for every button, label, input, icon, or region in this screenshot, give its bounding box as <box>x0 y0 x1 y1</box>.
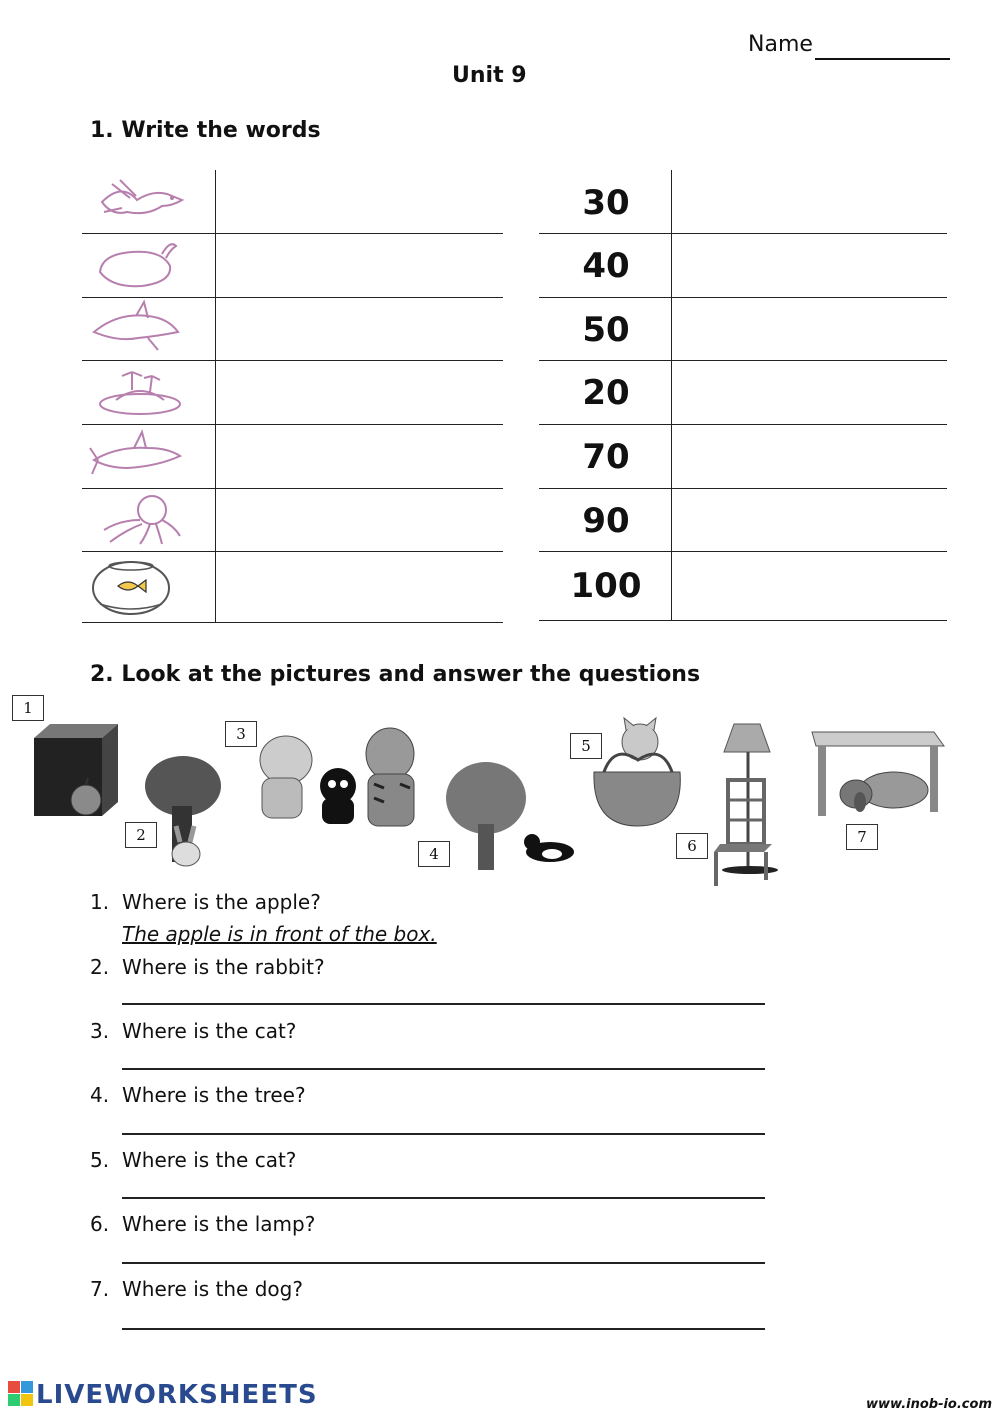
question-text: Where is the dog? <box>122 1277 303 1301</box>
section2-title: 2. Look at the pictures and answer the questions <box>90 662 701 687</box>
question-number: 2. <box>90 955 110 979</box>
table-divider <box>82 424 503 425</box>
number-cell: 70 <box>582 437 630 477</box>
table-divider <box>539 297 947 298</box>
question-item <box>90 1277 303 1301</box>
picture-label: 2 <box>125 822 157 848</box>
table-divider <box>539 551 947 552</box>
lamp-chair-picture <box>710 720 790 890</box>
picture-label: 3 <box>225 721 257 747</box>
name-field[interactable] <box>815 58 950 60</box>
number-cell: 40 <box>582 246 630 286</box>
answer-line[interactable] <box>122 1068 765 1070</box>
number-word-field[interactable] <box>674 172 946 232</box>
number-cell: 20 <box>582 373 630 413</box>
question-text: Where is the tree? <box>122 1083 306 1107</box>
picture-label: 7 <box>846 824 878 850</box>
liveworksheets-logo <box>8 1380 318 1410</box>
fishbowl-icon <box>88 556 174 618</box>
section1-title: 1. Write the words <box>90 118 321 143</box>
footer-url: www.inob-io.com <box>866 1397 992 1412</box>
page-title: Unit 9 <box>452 63 527 88</box>
table-divider <box>82 360 503 361</box>
table-divider <box>82 622 503 623</box>
question-number: 6. <box>90 1212 110 1236</box>
table-divider <box>539 488 947 489</box>
table-divider <box>82 233 503 234</box>
question-item <box>90 1148 296 1172</box>
number-cell: 30 <box>582 183 630 223</box>
answer-line[interactable] <box>122 1262 765 1264</box>
answer-line[interactable] <box>122 1133 765 1135</box>
question-text: Where is the lamp? <box>122 1212 316 1236</box>
word-answer-field[interactable] <box>218 172 502 232</box>
question-item <box>90 1212 315 1236</box>
picture-label: 5 <box>570 733 602 759</box>
table-divider <box>539 620 947 621</box>
picture-label: 4 <box>418 841 450 867</box>
question-item <box>90 890 321 914</box>
answer-line[interactable] <box>122 1003 765 1005</box>
table-divider <box>539 424 947 425</box>
question-item <box>90 1083 306 1107</box>
table-divider <box>82 551 503 552</box>
dog-cat-tiger-picture <box>250 714 420 832</box>
tree-cat-picture <box>440 758 590 874</box>
example-answer: The apple is in front of the box. <box>122 922 437 946</box>
table-divider <box>82 488 503 489</box>
number-cell: 90 <box>582 501 630 541</box>
question-text: Where is the cat? <box>122 1019 297 1043</box>
table-column-divider <box>215 170 216 622</box>
logo-blocks-icon <box>8 1381 34 1407</box>
picture-label: 1 <box>12 695 44 721</box>
answer-line[interactable] <box>122 1328 765 1330</box>
octopus-icon <box>90 490 190 548</box>
question-text: Where is the cat? <box>122 1148 297 1172</box>
question-number: 5. <box>90 1148 110 1172</box>
name-label: Name <box>748 32 813 57</box>
box-apple-picture <box>30 722 122 818</box>
table-divider <box>539 360 947 361</box>
dolphin-icon <box>88 298 188 358</box>
table-divider <box>539 233 947 234</box>
logo-text: LIVEWORKSHEETS <box>36 1380 318 1410</box>
answer-line[interactable] <box>122 1197 765 1199</box>
question-item <box>90 955 325 979</box>
table-column-divider <box>671 170 672 620</box>
whale-icon <box>92 236 192 294</box>
bird-icon <box>92 172 192 230</box>
number-cell: 100 <box>570 566 642 606</box>
tree-rabbit-picture <box>140 752 226 870</box>
question-number: 7. <box>90 1277 110 1301</box>
question-number: 3. <box>90 1019 110 1043</box>
shark-icon <box>88 426 188 486</box>
island-icon <box>92 362 192 422</box>
question-number: 4. <box>90 1083 110 1107</box>
number-cell: 50 <box>582 310 630 350</box>
question-item <box>90 1019 296 1043</box>
picture-label: 6 <box>676 833 708 859</box>
dog-under-table-picture <box>808 720 946 820</box>
question-text: Where is the apple? <box>122 890 321 914</box>
question-text: Where is the rabbit? <box>122 955 325 979</box>
question-number: 1. <box>90 890 110 914</box>
